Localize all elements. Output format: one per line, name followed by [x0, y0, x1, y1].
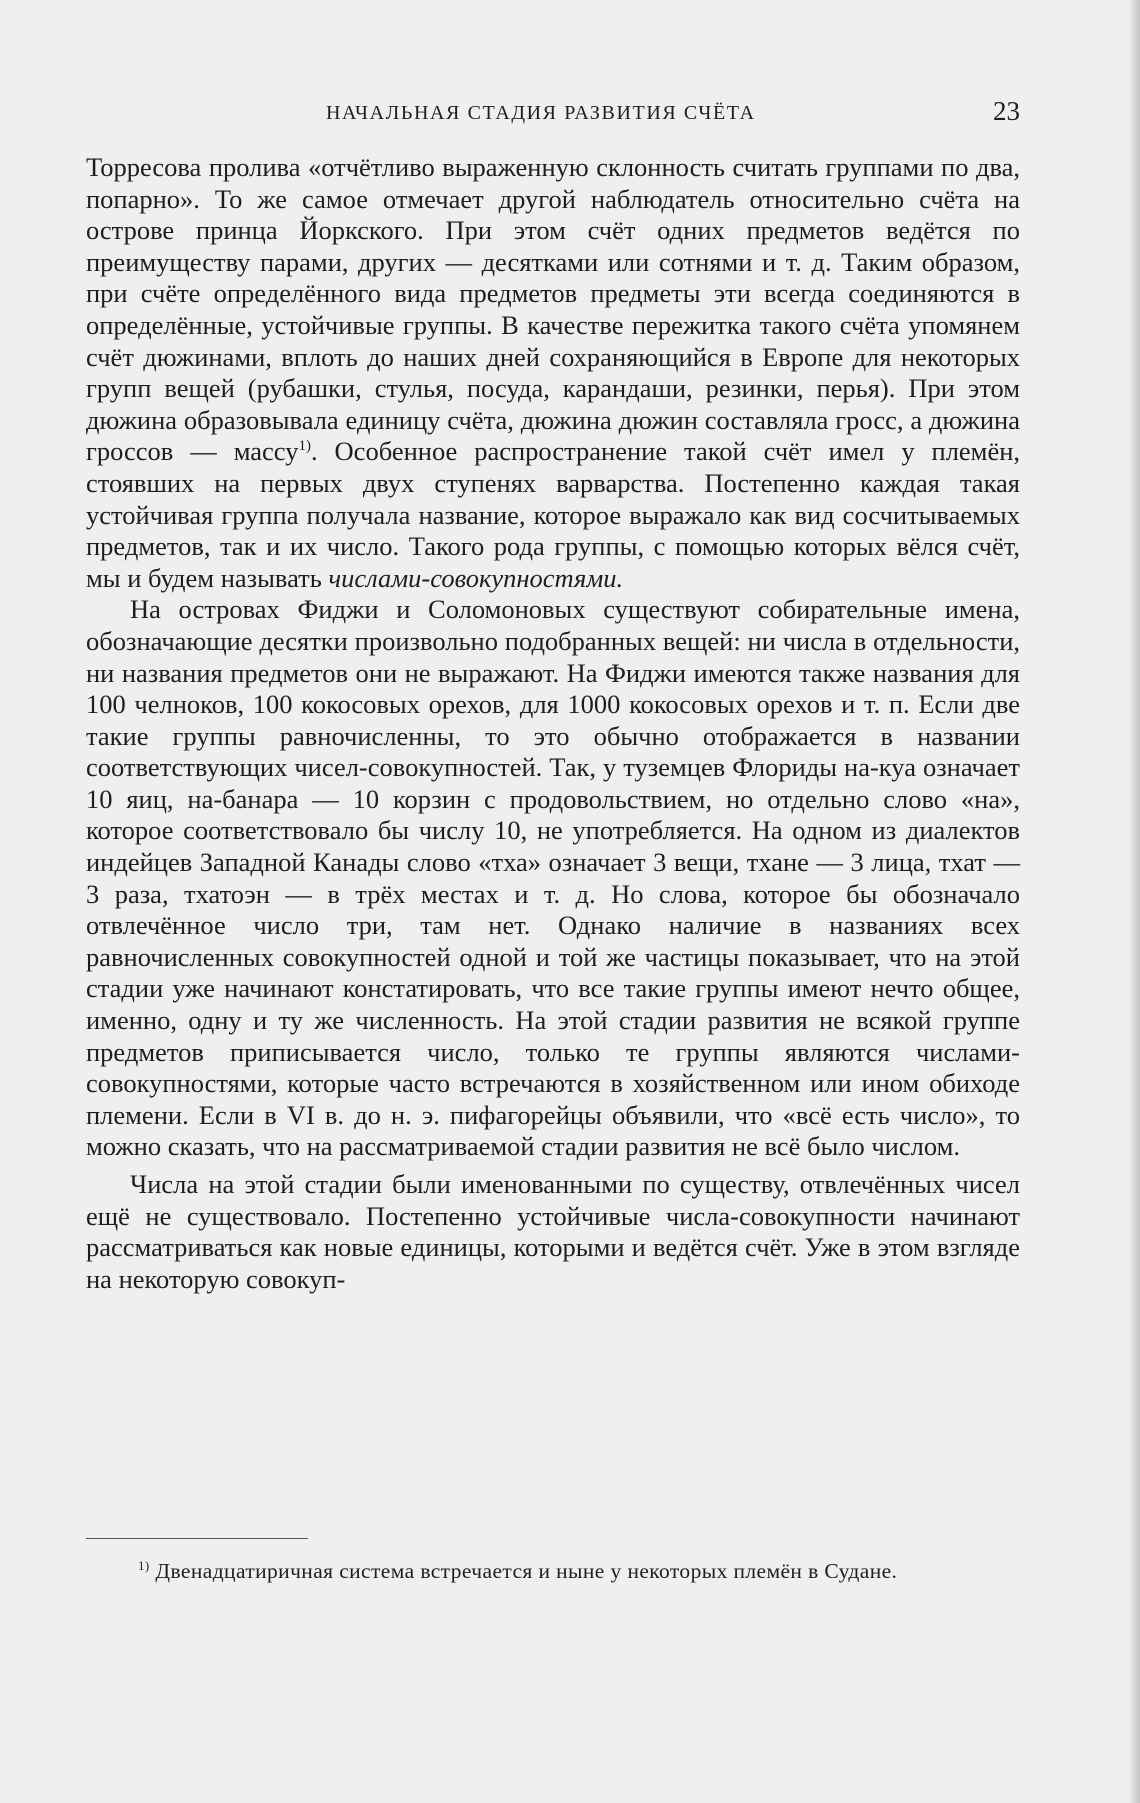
paragraph-1: [86, 152, 1020, 594]
page-number: 23: [993, 96, 1020, 126]
paragraph-2: На островах Фиджи и Соломоновых существуют собирательные имена, обозначающие десятки произвольно подобранных вещей: ни числа в отдельности, ни названия предметов они не выражают. На Фиджи имеются также названия для 100 челноков, 100 кокосовых орехов, для 1000 кокосовых орехов и т. п. Если две такие группы равночисленны, то это обычно отображается в названии соответствующих чисел-совокупностей. Так, у туземцев Флориды на-куа означает 10 яиц, на-банара — 10 корзин с продовольствием, но отдельно слово «на», которое соответствовало бы числу 10, не употребляется. На одном из диалектов индейцев Западной Канады слово «тха» означает 3 вещи, тхане — 3 лица, тхат — 3 раза, тхатоэн — в трёх местах и т. д. Но слова, которое бы обозначало отвлечённое число три, там нет. Однако наличие в названиях всех равночисленных совокупностей одной и той же частицы показывает, что на этой стадии уже начинают констатировать, что все такие группы имеют нечто общее, именно, одну и ту же численность. На этой стадии развития не всякой группе предметов приписывается число, только те группы являются числами-совокупностями, которые часто встречаются в хозяйственном или ином обиходе племени. Если в VI в. до н. э. пифагорейцы объявили, что «всё есть число», то можно сказать, что на рассматриваемой стадии развития не всё было числом.: [86, 594, 1020, 1162]
footnote-divider: [86, 1538, 308, 1539]
footnote-marker: 1): [138, 1557, 150, 1573]
paragraph-1-text-after: . Особенное распространение такой счёт имел у племён, стоявших на первых двух ступенях варварства. Постепенно каждая такая устойчивая группа получала название, которое выражало как вид сосчитываемых предметов, так и их число. Такого рода группы, с помощью которых вёлся счёт, мы и будем называть: [86, 436, 1021, 593]
paragraph-1-text-before: Торресова пролива «отчётливо выраженную склонность считать группами по два, попарно». То же самое отмечает другой наблюдатель относительно счёта на острове принца Йоркского. При этом счёт одних предметов ведётся по преимуществу парами, других — десятками или сотнями и т. д. Таким образом, при счёте определённого вида предметов предметы эти всегда соединяются в определённые, устойчивые группы. В качестве пережитка такого счёта упомянем счёт дюжинами, вплоть до наших дней сохраняющийся в Европе для некоторых групп вещей (рубашки, стулья, посуда, карандаши, резинки, перья). При этом дюжина образовывала единицу счёта, дюжина дюжин составляла гросс, а дюжина гроссов — массу: [86, 152, 1020, 467]
page-header: [86, 96, 1020, 130]
footnote-reference: 1): [298, 438, 311, 455]
running-head: НАЧАЛЬНАЯ СТАДИЯ РАЗВИТИЯ СЧЁТА: [326, 102, 756, 124]
paragraph-3: Числа на этой стадии были именованными по существу, отвлечённых чисел ещё не существовало. Постепенно устойчивые числа-совокупности начинают рассматриваться как новые единицы, которыми и ведётся счёт. Уже в этом взгляде на некоторую совокуп-: [86, 1169, 1020, 1294]
footnote-text: Двенадцатиричная система встречается и ныне у некоторых племён в Судане.: [149, 1559, 898, 1583]
body-text: [86, 152, 1020, 1295]
italic-term: числами-совокупностями.: [328, 562, 624, 593]
footnote: [86, 1556, 1020, 1586]
